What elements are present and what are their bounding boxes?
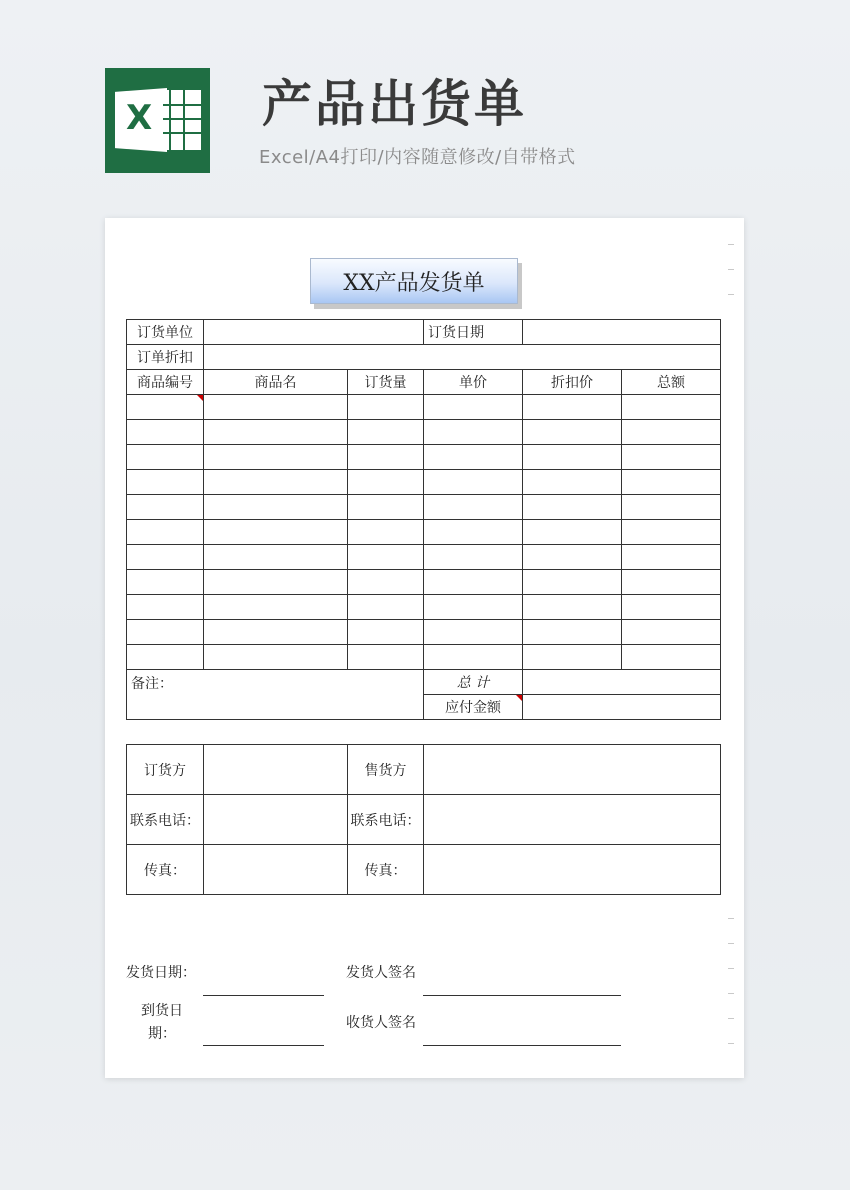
column-header: 订货量 — [348, 370, 424, 395]
table-cell[interactable] — [127, 445, 204, 470]
table-cell[interactable] — [348, 595, 424, 620]
table-cell[interactable] — [622, 570, 721, 595]
table-cell[interactable] — [204, 545, 348, 570]
table-cell[interactable] — [424, 545, 523, 570]
remarks-cell[interactable] — [127, 670, 424, 720]
column-header: 单价 — [424, 370, 523, 395]
table-cell[interactable] — [127, 470, 204, 495]
table-row — [127, 420, 721, 445]
seller-input[interactable] — [424, 745, 721, 795]
page-title: 产品出货单 — [262, 75, 527, 133]
table-cell[interactable] — [622, 520, 721, 545]
order-unit-label: 订货单位 — [127, 320, 204, 345]
table-cell[interactable] — [204, 570, 348, 595]
column-header: 折扣价 — [523, 370, 622, 395]
buyer-phone-label: 联系电话： — [127, 795, 204, 845]
table-cell[interactable] — [348, 520, 424, 545]
table-row — [127, 620, 721, 645]
table-cell[interactable] — [622, 495, 721, 520]
table-cell[interactable] — [523, 545, 622, 570]
table-cell[interactable] — [622, 395, 721, 420]
buyer-phone-input[interactable] — [204, 795, 348, 845]
table-cell[interactable] — [204, 520, 348, 545]
table-cell[interactable] — [348, 620, 424, 645]
subtotal-label: 总 计 — [424, 670, 523, 695]
table-cell[interactable] — [622, 545, 721, 570]
table-cell[interactable] — [348, 470, 424, 495]
table-cell[interactable] — [348, 645, 424, 670]
table-cell[interactable] — [127, 570, 204, 595]
table-cell[interactable] — [523, 595, 622, 620]
table-cell[interactable] — [622, 420, 721, 445]
buyer-fax-input[interactable] — [204, 845, 348, 895]
table-cell[interactable] — [424, 420, 523, 445]
arrival-date-label: 到货日 — [141, 1003, 183, 1019]
buyer-label: 订货方 — [127, 745, 204, 795]
table-row — [127, 545, 721, 570]
table-cell[interactable] — [622, 595, 721, 620]
table-cell[interactable] — [348, 495, 424, 520]
table-cell[interactable] — [127, 545, 204, 570]
amount-due-label: 应付金额 — [424, 695, 523, 720]
table-cell[interactable] — [127, 395, 204, 420]
table-cell[interactable] — [424, 470, 523, 495]
form-title: XX产品发货单 — [310, 258, 518, 304]
table-cell[interactable] — [523, 445, 622, 470]
table-cell[interactable] — [204, 620, 348, 645]
arrival-date-line[interactable] — [203, 1045, 324, 1046]
table-cell[interactable] — [523, 495, 622, 520]
table-cell[interactable] — [424, 520, 523, 545]
table-row — [127, 595, 721, 620]
table-row — [127, 645, 721, 670]
column-header: 商品名 — [204, 370, 348, 395]
table-cell[interactable] — [424, 570, 523, 595]
document-page — [105, 218, 744, 1078]
column-header: 总额 — [622, 370, 721, 395]
amount-due-input[interactable] — [523, 695, 721, 720]
receiver-sign-label: 收货人签名 — [346, 1015, 416, 1031]
seller-label: 售货方 — [348, 745, 424, 795]
order-discount-label: 订单折扣 — [127, 345, 204, 370]
table-cell[interactable] — [523, 420, 622, 445]
order-table — [126, 319, 721, 720]
table-cell[interactable] — [348, 445, 424, 470]
page-subtitle: Excel/A4打印/内容随意修改/自带格式 — [259, 147, 576, 168]
order-date-input[interactable] — [523, 320, 721, 345]
table-cell[interactable] — [523, 620, 622, 645]
table-cell[interactable] — [127, 620, 204, 645]
table-cell[interactable] — [622, 470, 721, 495]
order-unit-input[interactable] — [204, 320, 424, 345]
table-row — [127, 570, 721, 595]
table-cell[interactable] — [523, 520, 622, 545]
seller-fax-label: 传真： — [348, 845, 424, 895]
column-header: 商品编号 — [127, 370, 204, 395]
table-cell[interactable] — [127, 645, 204, 670]
table-cell[interactable] — [127, 420, 204, 445]
table-row — [127, 395, 721, 420]
table-cell[interactable] — [204, 495, 348, 520]
table-cell[interactable] — [424, 395, 523, 420]
table-cell[interactable] — [127, 520, 204, 545]
buyer-input[interactable] — [204, 745, 348, 795]
table-cell[interactable] — [204, 395, 348, 420]
order-date-label: 订货日期 — [424, 320, 523, 345]
table-cell[interactable] — [127, 595, 204, 620]
table-cell[interactable] — [424, 495, 523, 520]
table-row — [127, 470, 721, 495]
table-header-row — [127, 370, 721, 395]
table-cell[interactable] — [204, 470, 348, 495]
remarks-label: 备注： — [131, 676, 173, 692]
table-cell[interactable] — [348, 395, 424, 420]
table-cell[interactable] — [204, 445, 348, 470]
arrival-date-label-2: 期： — [148, 1026, 176, 1042]
table-cell[interactable] — [622, 645, 721, 670]
table-cell[interactable] — [622, 620, 721, 645]
ship-date-line[interactable] — [203, 995, 324, 996]
table-cell[interactable] — [348, 420, 424, 445]
table-cell[interactable] — [424, 595, 523, 620]
table-cell[interactable] — [523, 570, 622, 595]
table-cell[interactable] — [204, 420, 348, 445]
table-cell[interactable] — [204, 645, 348, 670]
excel-logo-icon: X — [105, 68, 210, 173]
shipper-sign-line[interactable] — [423, 995, 621, 996]
ship-date-label: 发货日期： — [126, 965, 196, 981]
seller-fax-input[interactable] — [424, 845, 721, 895]
buyer-fax-label: 传真： — [127, 845, 204, 895]
seller-phone-label: 联系电话： — [348, 795, 424, 845]
seller-phone-input[interactable] — [424, 795, 721, 845]
table-cell[interactable] — [348, 545, 424, 570]
table-cell[interactable] — [204, 595, 348, 620]
contact-table — [126, 744, 721, 895]
table-cell[interactable] — [523, 470, 622, 495]
subtotal-input[interactable] — [523, 670, 721, 695]
table-cell[interactable] — [523, 645, 622, 670]
table-row — [127, 445, 721, 470]
table-cell[interactable] — [127, 495, 204, 520]
table-cell[interactable] — [348, 570, 424, 595]
receiver-sign-line[interactable] — [423, 1045, 621, 1046]
table-cell[interactable] — [424, 620, 523, 645]
table-row — [127, 520, 721, 545]
shipper-sign-label: 发货人签名 — [346, 965, 416, 981]
table-row — [127, 495, 721, 520]
item-rows — [127, 395, 721, 670]
table-cell[interactable] — [523, 395, 622, 420]
table-cell[interactable] — [424, 645, 523, 670]
table-cell[interactable] — [424, 445, 523, 470]
order-discount-input[interactable] — [204, 345, 721, 370]
table-cell[interactable] — [622, 445, 721, 470]
